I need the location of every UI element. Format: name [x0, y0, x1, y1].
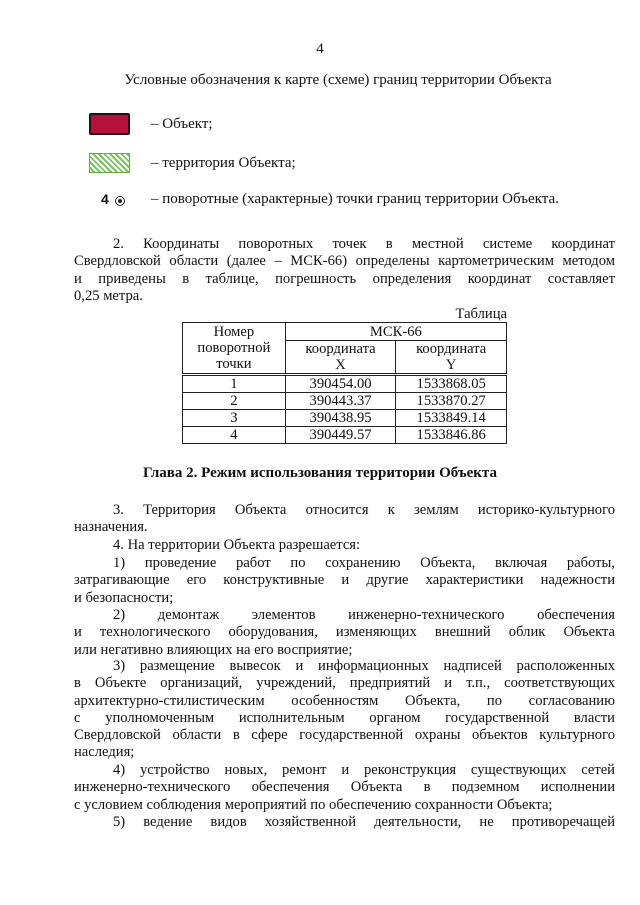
list-item-5: 5) ведение видов хозяйственной деятельности, не противоречащей: [113, 814, 615, 830]
territory-hatch-icon: [89, 153, 130, 173]
cell-x: 390443.37: [285, 393, 396, 410]
table-row: [183, 427, 507, 444]
list-item-2: 2) демонтаж элементов инженерно-технического обеспечения и технологического оборудования, изменяющих внешний облик Объекта или негативно влияющих на его восприятие;: [74, 607, 615, 658]
paragraph-2-line: 2. Координаты поворотных точек в местной системе координат: [113, 236, 615, 252]
paragraph-4: 4. На территории Объекта разрешается:: [113, 537, 361, 553]
chapter-title: Глава 2. Режим использования территории Объекта: [143, 465, 497, 481]
cell-x: 390449.57: [285, 427, 396, 444]
table-row: [183, 393, 507, 410]
list-item-3: 3) размещение вывесок и информационных надписей расположенных в Объекте организаций, учреждений, предприятий и т.п., соответствующих архитектурно-стилистическим особенностям Объекта, по согласованию с уполномоченным исполнительным органом государственной власти Свердловской области в сфере государственной охраны объектов культурного наследия;: [74, 658, 615, 761]
header-point-number: Номер поворотной точки: [183, 323, 286, 375]
cell-y: 1533849.14: [396, 410, 507, 427]
cell-y: 1533846.86: [396, 427, 507, 444]
turning-point-icon: [115, 196, 125, 206]
list-item-1: 1) проведение работ по сохранению Объекта, включая работы, затрагивающие его конструктивные и другие характеристики надежности и безопасности;: [74, 555, 615, 606]
legend-object-text: – Объект;: [151, 116, 213, 132]
table-label: Таблица: [455, 306, 507, 322]
object-swatch-icon: [89, 113, 130, 135]
paragraph-3: 3. Территория Объекта относится к землям историко-культурного назначения.: [74, 502, 615, 536]
list-item-4: 4) устройство новых, ремонт и реконструкция существующих сетей инженерно-технического обеспечения Объекта в подземном исполнении с условием соблюдения мероприятий по обеспечению сохранности Объекта;: [74, 762, 615, 813]
cell-y: 1533868.05: [396, 375, 507, 393]
cell-x: 390454.00: [285, 375, 396, 393]
paragraph-2-line: Свердловской области (далее – МСК-66) определены картометрическим методом: [74, 253, 615, 270]
legend-territory-text: – территория Объекта;: [151, 155, 296, 171]
coordinates-table: [182, 322, 507, 444]
cell-y: 1533870.27: [396, 393, 507, 410]
table-row: [183, 375, 507, 393]
turning-point-number: 4: [101, 191, 109, 207]
legend-points-text: – поворотные (характерные) точки границ территории Объекта.: [151, 191, 559, 207]
paragraph-2: [74, 236, 615, 305]
cell-point: 1: [183, 375, 286, 393]
cell-point: 3: [183, 410, 286, 427]
header-coord-y: координата Y: [396, 341, 507, 375]
cell-point: 4: [183, 427, 286, 444]
header-coord-x: координата X: [285, 341, 396, 375]
cell-point: 2: [183, 393, 286, 410]
legend-title: Условные обозначения к карте (схеме) границ территории Объекта: [124, 72, 552, 88]
table-row: [183, 410, 507, 427]
cell-x: 390438.95: [285, 410, 396, 427]
paragraph-2-line: и приведены в таблице, погрешность определения координат составляет: [74, 270, 615, 287]
page-number: 4: [316, 41, 324, 57]
header-msk66: МСК-66: [285, 323, 506, 341]
paragraph-2-line: 0,25 метра.: [74, 287, 143, 304]
